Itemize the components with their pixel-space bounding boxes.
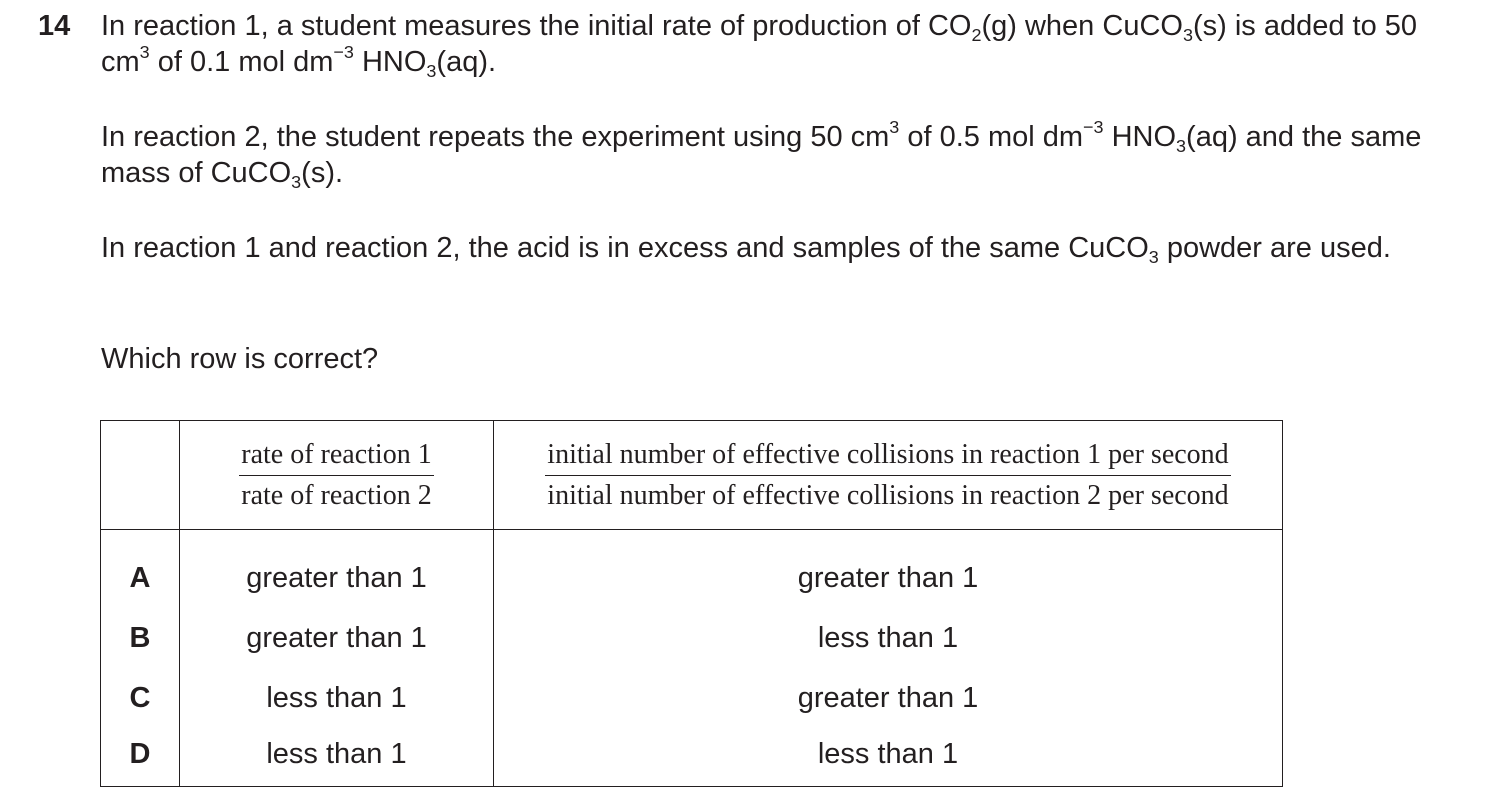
p1-text-a: In reaction 1, a student measures the initial rate of production of CO [101, 10, 972, 42]
p1-sup-c: 3 [139, 42, 150, 63]
p1-text-e: HNO [353, 46, 427, 78]
option-collision-value: less than 1 [494, 608, 1283, 668]
header-collision-ratio [494, 421, 1283, 530]
p1-text-b: (g) when CuCO [981, 10, 1183, 42]
question-prompt: Which row is correct? [101, 343, 379, 375]
answer-options-table [100, 420, 1283, 787]
header-blank-cell [101, 421, 180, 530]
option-collision-value: greater than 1 [494, 530, 1283, 609]
rate-ratio-fraction [239, 439, 433, 512]
p3-sub-a: 3 [1148, 246, 1159, 267]
header-rate-ratio [180, 421, 494, 530]
collision-ratio-numerator: initial number of effective collisions in reaction 1 per second [545, 439, 1230, 476]
p1-text-c: (s) is added to 50 cm [101, 10, 1418, 78]
question-paragraph-2 [101, 119, 1441, 191]
option-rate-value: greater than 1 [180, 530, 494, 609]
p2-text-b: of 0.5 mol dm [899, 121, 1084, 153]
table-header-row [101, 421, 1283, 530]
p1-sub-a: 2 [971, 24, 982, 45]
p2-text-a: In reaction 2, the student repeats the experiment using 50 cm [101, 121, 890, 153]
p2-text-e: (s). [301, 157, 344, 189]
p2-sup-b: −3 [1083, 117, 1104, 138]
p2-text-d: (aq) and the same mass of CuCO [101, 121, 1422, 189]
collision-ratio-fraction [545, 439, 1230, 512]
question-number: 14 [38, 10, 71, 42]
option-rate-value: greater than 1 [180, 608, 494, 668]
p2-text-c: HNO [1103, 121, 1177, 153]
p3-text-b: powder are used. [1158, 232, 1391, 264]
p1-sub-b: 3 [1182, 24, 1193, 45]
p1-text-d: of 0.1 mol dm [149, 46, 334, 78]
p2-sup-a: 3 [889, 117, 900, 138]
p1-sup-d: −3 [333, 42, 354, 63]
collision-ratio-denominator: initial number of effective collisions in reaction 2 per second [547, 479, 1229, 511]
p2-sub-d: 3 [291, 171, 302, 192]
p3-text-a: In reaction 1 and reaction 2, the acid is in excess and samples of the same CuCO [101, 232, 1149, 264]
option-collision-value: greater than 1 [494, 668, 1283, 728]
p1-sub-e: 3 [426, 60, 437, 81]
rate-ratio-denominator: rate of reaction 2 [241, 479, 432, 511]
option-letter: A [101, 530, 180, 609]
table-row [101, 728, 1283, 787]
p1-text-f: (aq). [436, 46, 497, 78]
option-collision-value: less than 1 [494, 728, 1283, 787]
option-letter: D [101, 728, 180, 787]
rate-ratio-numerator: rate of reaction 1 [239, 439, 433, 476]
option-rate-value: less than 1 [180, 668, 494, 728]
option-letter: C [101, 668, 180, 728]
option-rate-value: less than 1 [180, 728, 494, 787]
table-row [101, 668, 1283, 728]
question-paragraph-3 [101, 230, 1441, 266]
table-row [101, 608, 1283, 668]
question-paragraph-1 [101, 8, 1441, 80]
p2-sub-c: 3 [1176, 135, 1187, 156]
option-letter: B [101, 608, 180, 668]
table-row [101, 530, 1283, 609]
